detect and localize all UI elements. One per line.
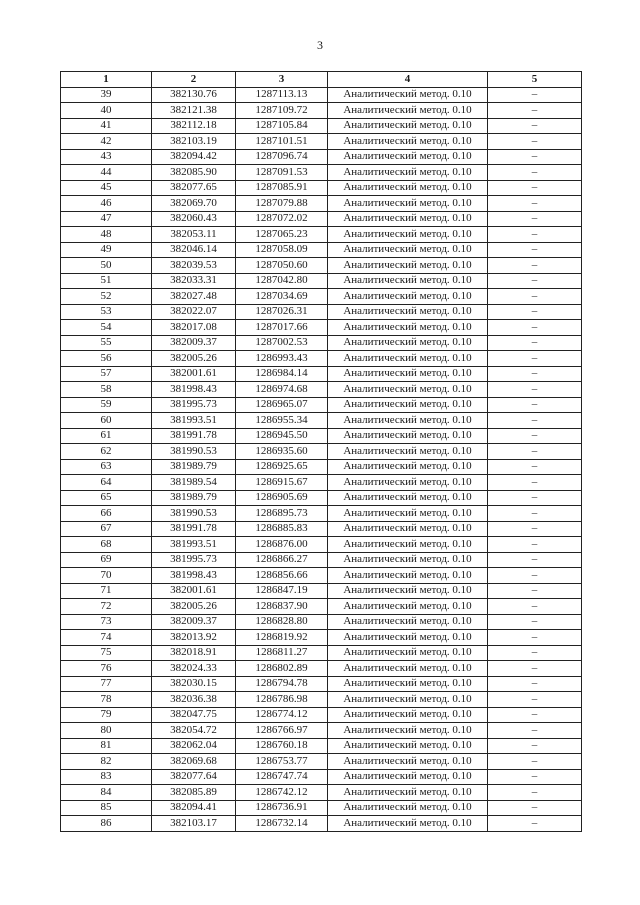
note-cell: – [488, 335, 582, 351]
note-cell: – [488, 289, 582, 305]
point-number-cell: 76 [61, 661, 152, 677]
method-cell: Аналитический метод. 0.10 [328, 459, 488, 475]
y-coordinate-cell: 1287072.02 [236, 211, 328, 227]
x-coordinate-cell: 382047.75 [152, 707, 236, 723]
x-coordinate-cell: 382005.26 [152, 599, 236, 615]
method-cell: Аналитический метод. 0.10 [328, 273, 488, 289]
y-coordinate-cell: 1286965.07 [236, 397, 328, 413]
note-cell: – [488, 273, 582, 289]
y-coordinate-cell: 1287042.80 [236, 273, 328, 289]
x-coordinate-cell: 382094.42 [152, 149, 236, 165]
table-row [61, 304, 582, 320]
note-cell: – [488, 630, 582, 646]
y-coordinate-cell: 1287034.69 [236, 289, 328, 305]
table-row [61, 118, 582, 134]
y-coordinate-cell: 1286993.43 [236, 351, 328, 367]
table-row [61, 149, 582, 165]
method-cell: Аналитический метод. 0.10 [328, 258, 488, 274]
x-coordinate-cell: 382009.37 [152, 335, 236, 351]
note-cell: – [488, 661, 582, 677]
point-number-cell: 62 [61, 444, 152, 460]
note-cell: – [488, 490, 582, 506]
x-coordinate-cell: 381998.43 [152, 568, 236, 584]
y-coordinate-cell: 1286915.67 [236, 475, 328, 491]
y-coordinate-cell: 1287105.84 [236, 118, 328, 134]
x-coordinate-cell: 381990.53 [152, 444, 236, 460]
y-coordinate-cell: 1286753.77 [236, 754, 328, 770]
point-number-cell: 74 [61, 630, 152, 646]
table-row [61, 273, 582, 289]
method-cell: Аналитический метод. 0.10 [328, 304, 488, 320]
note-cell: – [488, 304, 582, 320]
point-number-cell: 49 [61, 242, 152, 258]
y-coordinate-cell: 1287050.60 [236, 258, 328, 274]
y-coordinate-cell: 1287058.09 [236, 242, 328, 258]
point-number-cell: 56 [61, 351, 152, 367]
method-cell: Аналитический метод. 0.10 [328, 134, 488, 150]
table-row [61, 165, 582, 181]
table-row [61, 196, 582, 212]
y-coordinate-cell: 1286828.80 [236, 614, 328, 630]
method-cell: Аналитический метод. 0.10 [328, 180, 488, 196]
method-cell: Аналитический метод. 0.10 [328, 692, 488, 708]
y-coordinate-cell: 1286895.73 [236, 506, 328, 522]
note-cell: – [488, 583, 582, 599]
note-cell: – [488, 382, 582, 398]
method-cell: Аналитический метод. 0.10 [328, 87, 488, 103]
y-coordinate-cell: 1287065.23 [236, 227, 328, 243]
y-coordinate-cell: 1287026.31 [236, 304, 328, 320]
point-number-cell: 83 [61, 769, 152, 785]
table-row [61, 490, 582, 506]
x-coordinate-cell: 382062.04 [152, 738, 236, 754]
table-row [61, 366, 582, 382]
y-coordinate-cell: 1286856.66 [236, 568, 328, 584]
y-coordinate-cell: 1286837.90 [236, 599, 328, 615]
method-cell: Аналитический метод. 0.10 [328, 196, 488, 212]
table-row [61, 614, 582, 630]
y-coordinate-cell: 1286736.91 [236, 800, 328, 816]
x-coordinate-cell: 382024.33 [152, 661, 236, 677]
y-coordinate-cell: 1286742.12 [236, 785, 328, 801]
x-coordinate-cell: 381998.43 [152, 382, 236, 398]
table-row [61, 382, 582, 398]
column-header-2: 2 [152, 72, 236, 88]
y-coordinate-cell: 1287085.91 [236, 180, 328, 196]
table-row [61, 134, 582, 150]
x-coordinate-cell: 382030.15 [152, 676, 236, 692]
note-cell: – [488, 738, 582, 754]
point-number-cell: 68 [61, 537, 152, 553]
note-cell: – [488, 366, 582, 382]
point-number-cell: 75 [61, 645, 152, 661]
column-header-3: 3 [236, 72, 328, 88]
table-row [61, 723, 582, 739]
method-cell: Аналитический метод. 0.10 [328, 521, 488, 537]
x-coordinate-cell: 382103.17 [152, 816, 236, 832]
point-number-cell: 52 [61, 289, 152, 305]
method-cell: Аналитический метод. 0.10 [328, 165, 488, 181]
method-cell: Аналитический метод. 0.10 [328, 537, 488, 553]
y-coordinate-cell: 1287091.53 [236, 165, 328, 181]
note-cell: – [488, 180, 582, 196]
note-cell: – [488, 444, 582, 460]
point-number-cell: 63 [61, 459, 152, 475]
coordinates-table [60, 71, 582, 832]
method-cell: Аналитический метод. 0.10 [328, 335, 488, 351]
method-cell: Аналитический метод. 0.10 [328, 645, 488, 661]
note-cell: – [488, 676, 582, 692]
table-row [61, 738, 582, 754]
y-coordinate-cell: 1286885.83 [236, 521, 328, 537]
table-row [61, 661, 582, 677]
y-coordinate-cell: 1286984.14 [236, 366, 328, 382]
x-coordinate-cell: 382027.48 [152, 289, 236, 305]
y-coordinate-cell: 1286955.34 [236, 413, 328, 429]
method-cell: Аналитический метод. 0.10 [328, 227, 488, 243]
method-cell: Аналитический метод. 0.10 [328, 676, 488, 692]
note-cell: – [488, 87, 582, 103]
x-coordinate-cell: 382121.38 [152, 103, 236, 119]
note-cell: – [488, 242, 582, 258]
x-coordinate-cell: 381989.54 [152, 475, 236, 491]
point-number-cell: 84 [61, 785, 152, 801]
note-cell: – [488, 614, 582, 630]
method-cell: Аналитический метод. 0.10 [328, 661, 488, 677]
table-row [61, 459, 582, 475]
table-row [61, 242, 582, 258]
point-number-cell: 45 [61, 180, 152, 196]
y-coordinate-cell: 1287113.13 [236, 87, 328, 103]
point-number-cell: 85 [61, 800, 152, 816]
x-coordinate-cell: 381995.73 [152, 397, 236, 413]
note-cell: – [488, 196, 582, 212]
method-cell: Аналитический метод. 0.10 [328, 444, 488, 460]
method-cell: Аналитический метод. 0.10 [328, 568, 488, 584]
table-row [61, 568, 582, 584]
note-cell: – [488, 258, 582, 274]
note-cell: – [488, 475, 582, 491]
table-row [61, 335, 582, 351]
point-number-cell: 73 [61, 614, 152, 630]
y-coordinate-cell: 1286732.14 [236, 816, 328, 832]
y-coordinate-cell: 1286760.18 [236, 738, 328, 754]
table-row [61, 692, 582, 708]
y-coordinate-cell: 1286819.92 [236, 630, 328, 646]
note-cell: – [488, 320, 582, 336]
table-row [61, 413, 582, 429]
method-cell: Аналитический метод. 0.10 [328, 738, 488, 754]
point-number-cell: 65 [61, 490, 152, 506]
x-coordinate-cell: 382022.07 [152, 304, 236, 320]
y-coordinate-cell: 1286905.69 [236, 490, 328, 506]
table-row [61, 769, 582, 785]
point-number-cell: 82 [61, 754, 152, 770]
note-cell: – [488, 397, 582, 413]
point-number-cell: 53 [61, 304, 152, 320]
point-number-cell: 67 [61, 521, 152, 537]
table-row [61, 707, 582, 723]
x-coordinate-cell: 382077.64 [152, 769, 236, 785]
method-cell: Аналитический метод. 0.10 [328, 211, 488, 227]
y-coordinate-cell: 1286766.97 [236, 723, 328, 739]
point-number-cell: 72 [61, 599, 152, 615]
table-row [61, 428, 582, 444]
y-coordinate-cell: 1287109.72 [236, 103, 328, 119]
table-row [61, 816, 582, 832]
method-cell: Аналитический метод. 0.10 [328, 800, 488, 816]
note-cell: – [488, 692, 582, 708]
method-cell: Аналитический метод. 0.10 [328, 413, 488, 429]
table-row [61, 521, 582, 537]
table-row [61, 444, 582, 460]
note-cell: – [488, 211, 582, 227]
note-cell: – [488, 568, 582, 584]
point-number-cell: 80 [61, 723, 152, 739]
note-cell: – [488, 413, 582, 429]
note-cell: – [488, 537, 582, 553]
method-cell: Аналитический метод. 0.10 [328, 366, 488, 382]
x-coordinate-cell: 381993.51 [152, 413, 236, 429]
table-row [61, 800, 582, 816]
table-row [61, 599, 582, 615]
x-coordinate-cell: 382060.43 [152, 211, 236, 227]
table-row [61, 227, 582, 243]
note-cell: – [488, 521, 582, 537]
point-number-cell: 69 [61, 552, 152, 568]
method-cell: Аналитический метод. 0.10 [328, 382, 488, 398]
table-row [61, 351, 582, 367]
point-number-cell: 48 [61, 227, 152, 243]
method-cell: Аналитический метод. 0.10 [328, 583, 488, 599]
table-row [61, 320, 582, 336]
y-coordinate-cell: 1286974.68 [236, 382, 328, 398]
method-cell: Аналитический метод. 0.10 [328, 242, 488, 258]
note-cell: – [488, 118, 582, 134]
note-cell: – [488, 459, 582, 475]
note-cell: – [488, 351, 582, 367]
x-coordinate-cell: 382001.61 [152, 366, 236, 382]
point-number-cell: 46 [61, 196, 152, 212]
x-coordinate-cell: 382085.89 [152, 785, 236, 801]
note-cell: – [488, 103, 582, 119]
point-number-cell: 57 [61, 366, 152, 382]
table-row [61, 785, 582, 801]
y-coordinate-cell: 1286811.27 [236, 645, 328, 661]
point-number-cell: 77 [61, 676, 152, 692]
point-number-cell: 70 [61, 568, 152, 584]
method-cell: Аналитический метод. 0.10 [328, 149, 488, 165]
method-cell: Аналитический метод. 0.10 [328, 754, 488, 770]
point-number-cell: 78 [61, 692, 152, 708]
point-number-cell: 43 [61, 149, 152, 165]
note-cell: – [488, 816, 582, 832]
table-row [61, 537, 582, 553]
table-row [61, 754, 582, 770]
x-coordinate-cell: 382053.11 [152, 227, 236, 243]
x-coordinate-cell: 382069.70 [152, 196, 236, 212]
y-coordinate-cell: 1286866.27 [236, 552, 328, 568]
method-cell: Аналитический метод. 0.10 [328, 816, 488, 832]
y-coordinate-cell: 1287096.74 [236, 149, 328, 165]
point-number-cell: 61 [61, 428, 152, 444]
method-cell: Аналитический метод. 0.10 [328, 785, 488, 801]
note-cell: – [488, 428, 582, 444]
table-header-row [61, 72, 582, 88]
point-number-cell: 50 [61, 258, 152, 274]
x-coordinate-cell: 382017.08 [152, 320, 236, 336]
x-coordinate-cell: 382005.26 [152, 351, 236, 367]
point-number-cell: 64 [61, 475, 152, 491]
method-cell: Аналитический метод. 0.10 [328, 428, 488, 444]
method-cell: Аналитический метод. 0.10 [328, 475, 488, 491]
point-number-cell: 44 [61, 165, 152, 181]
table-row [61, 258, 582, 274]
point-number-cell: 47 [61, 211, 152, 227]
method-cell: Аналитический метод. 0.10 [328, 118, 488, 134]
x-coordinate-cell: 382009.37 [152, 614, 236, 630]
note-cell: – [488, 800, 582, 816]
table-row [61, 506, 582, 522]
point-number-cell: 55 [61, 335, 152, 351]
method-cell: Аналитический метод. 0.10 [328, 614, 488, 630]
x-coordinate-cell: 382069.68 [152, 754, 236, 770]
column-header-1: 1 [61, 72, 152, 88]
note-cell: – [488, 165, 582, 181]
point-number-cell: 79 [61, 707, 152, 723]
table-row [61, 583, 582, 599]
method-cell: Аналитический метод. 0.10 [328, 769, 488, 785]
point-number-cell: 42 [61, 134, 152, 150]
method-cell: Аналитический метод. 0.10 [328, 723, 488, 739]
point-number-cell: 71 [61, 583, 152, 599]
table-row [61, 676, 582, 692]
y-coordinate-cell: 1286935.60 [236, 444, 328, 460]
x-coordinate-cell: 382094.41 [152, 800, 236, 816]
x-coordinate-cell: 382054.72 [152, 723, 236, 739]
table-body [61, 87, 582, 831]
table-row [61, 180, 582, 196]
method-cell: Аналитический метод. 0.10 [328, 707, 488, 723]
note-cell: – [488, 227, 582, 243]
y-coordinate-cell: 1286945.50 [236, 428, 328, 444]
x-coordinate-cell: 382085.90 [152, 165, 236, 181]
y-coordinate-cell: 1287079.88 [236, 196, 328, 212]
x-coordinate-cell: 382001.61 [152, 583, 236, 599]
table-row [61, 289, 582, 305]
point-number-cell: 66 [61, 506, 152, 522]
method-cell: Аналитический метод. 0.10 [328, 351, 488, 367]
y-coordinate-cell: 1287017.66 [236, 320, 328, 336]
method-cell: Аналитический метод. 0.10 [328, 397, 488, 413]
point-number-cell: 39 [61, 87, 152, 103]
table-row [61, 103, 582, 119]
method-cell: Аналитический метод. 0.10 [328, 320, 488, 336]
method-cell: Аналитический метод. 0.10 [328, 103, 488, 119]
x-coordinate-cell: 382130.76 [152, 87, 236, 103]
y-coordinate-cell: 1286876.00 [236, 537, 328, 553]
x-coordinate-cell: 382046.14 [152, 242, 236, 258]
point-number-cell: 41 [61, 118, 152, 134]
method-cell: Аналитический метод. 0.10 [328, 506, 488, 522]
table-row [61, 87, 582, 103]
y-coordinate-cell: 1286794.78 [236, 676, 328, 692]
table-row [61, 645, 582, 661]
note-cell: – [488, 785, 582, 801]
y-coordinate-cell: 1286747.74 [236, 769, 328, 785]
point-number-cell: 86 [61, 816, 152, 832]
y-coordinate-cell: 1286786.98 [236, 692, 328, 708]
point-number-cell: 51 [61, 273, 152, 289]
y-coordinate-cell: 1286774.12 [236, 707, 328, 723]
x-coordinate-cell: 382013.92 [152, 630, 236, 646]
table-row [61, 552, 582, 568]
method-cell: Аналитический метод. 0.10 [328, 552, 488, 568]
page-number: 3 [317, 38, 323, 52]
note-cell: – [488, 552, 582, 568]
x-coordinate-cell: 382103.19 [152, 134, 236, 150]
method-cell: Аналитический метод. 0.10 [328, 490, 488, 506]
y-coordinate-cell: 1287002.53 [236, 335, 328, 351]
note-cell: – [488, 149, 582, 165]
x-coordinate-cell: 382112.18 [152, 118, 236, 134]
x-coordinate-cell: 381991.78 [152, 428, 236, 444]
method-cell: Аналитический метод. 0.10 [328, 599, 488, 615]
column-header-4: 4 [328, 72, 488, 88]
x-coordinate-cell: 382077.65 [152, 180, 236, 196]
note-cell: – [488, 723, 582, 739]
table-row [61, 397, 582, 413]
point-number-cell: 54 [61, 320, 152, 336]
x-coordinate-cell: 381991.78 [152, 521, 236, 537]
point-number-cell: 58 [61, 382, 152, 398]
note-cell: – [488, 707, 582, 723]
column-header-5: 5 [488, 72, 582, 88]
note-cell: – [488, 599, 582, 615]
table-row [61, 630, 582, 646]
note-cell: – [488, 645, 582, 661]
note-cell: – [488, 769, 582, 785]
y-coordinate-cell: 1286802.89 [236, 661, 328, 677]
y-coordinate-cell: 1286847.19 [236, 583, 328, 599]
x-coordinate-cell: 382018.91 [152, 645, 236, 661]
method-cell: Аналитический метод. 0.10 [328, 630, 488, 646]
note-cell: – [488, 754, 582, 770]
x-coordinate-cell: 382039.53 [152, 258, 236, 274]
y-coordinate-cell: 1287101.51 [236, 134, 328, 150]
note-cell: – [488, 134, 582, 150]
x-coordinate-cell: 381990.53 [152, 506, 236, 522]
table-row [61, 475, 582, 491]
method-cell: Аналитический метод. 0.10 [328, 289, 488, 305]
x-coordinate-cell: 382033.31 [152, 273, 236, 289]
point-number-cell: 59 [61, 397, 152, 413]
point-number-cell: 40 [61, 103, 152, 119]
x-coordinate-cell: 381989.79 [152, 459, 236, 475]
y-coordinate-cell: 1286925.65 [236, 459, 328, 475]
x-coordinate-cell: 381993.51 [152, 537, 236, 553]
x-coordinate-cell: 381995.73 [152, 552, 236, 568]
x-coordinate-cell: 381989.79 [152, 490, 236, 506]
note-cell: – [488, 506, 582, 522]
x-coordinate-cell: 382036.38 [152, 692, 236, 708]
point-number-cell: 60 [61, 413, 152, 429]
table-row [61, 211, 582, 227]
point-number-cell: 81 [61, 738, 152, 754]
